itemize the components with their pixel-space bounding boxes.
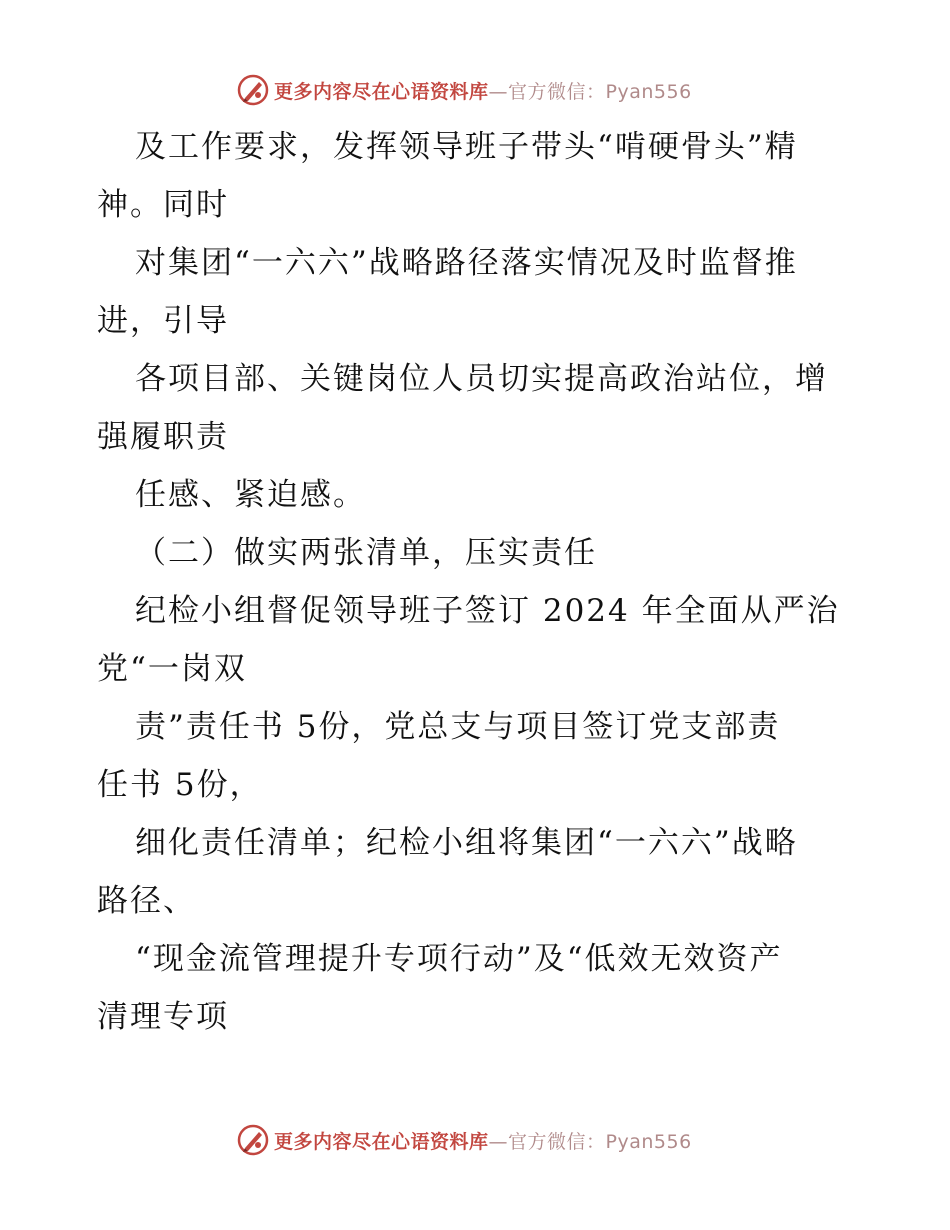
text-line: 纪检小组督促领导班子签订 2024 年全面从严治 xyxy=(135,593,840,629)
text-line: 强履职责 xyxy=(97,419,229,455)
watermark-text: 更多内容尽在心语资料库—官方微信：Pyan556 xyxy=(274,1130,692,1153)
text-line: 责”责任书 5份，党总支与项目签订党支部责 xyxy=(135,709,781,745)
document-body xyxy=(97,118,857,1046)
text-line: “现金流管理提升专项行动”及“低效无效资产 xyxy=(135,941,783,977)
watermark-text: 更多内容尽在心语资料库—官方微信：Pyan556 xyxy=(274,80,692,103)
pen-seal-icon xyxy=(236,1123,270,1157)
text-line: 路径、 xyxy=(97,883,196,919)
text-line: 及工作要求，发挥领导班子带头“啃硬骨头”精 xyxy=(135,129,798,165)
header-watermark xyxy=(236,72,692,108)
pen-seal-icon xyxy=(236,73,270,107)
text-line: 党“一岗双 xyxy=(97,651,247,687)
text-line: 进，引导 xyxy=(97,303,229,339)
text-line: 任书 5份， xyxy=(97,767,263,803)
text-line: 清理专项 xyxy=(97,999,229,1035)
text-line: 各项目部、关键岗位人员切实提高政治站位，增 xyxy=(135,361,828,397)
text-line: 任感、紧迫感。 xyxy=(135,477,366,513)
text-line: 神。同时 xyxy=(97,187,229,223)
text-line: 细化责任清单；纪检小组将集团“一六六”战略 xyxy=(135,825,798,861)
text-line: 对集团“一六六”战略路径落实情况及时监督推 xyxy=(135,245,798,281)
section-heading: （二）做实两张清单，压实责任 xyxy=(135,535,597,571)
footer-watermark xyxy=(236,1122,692,1158)
